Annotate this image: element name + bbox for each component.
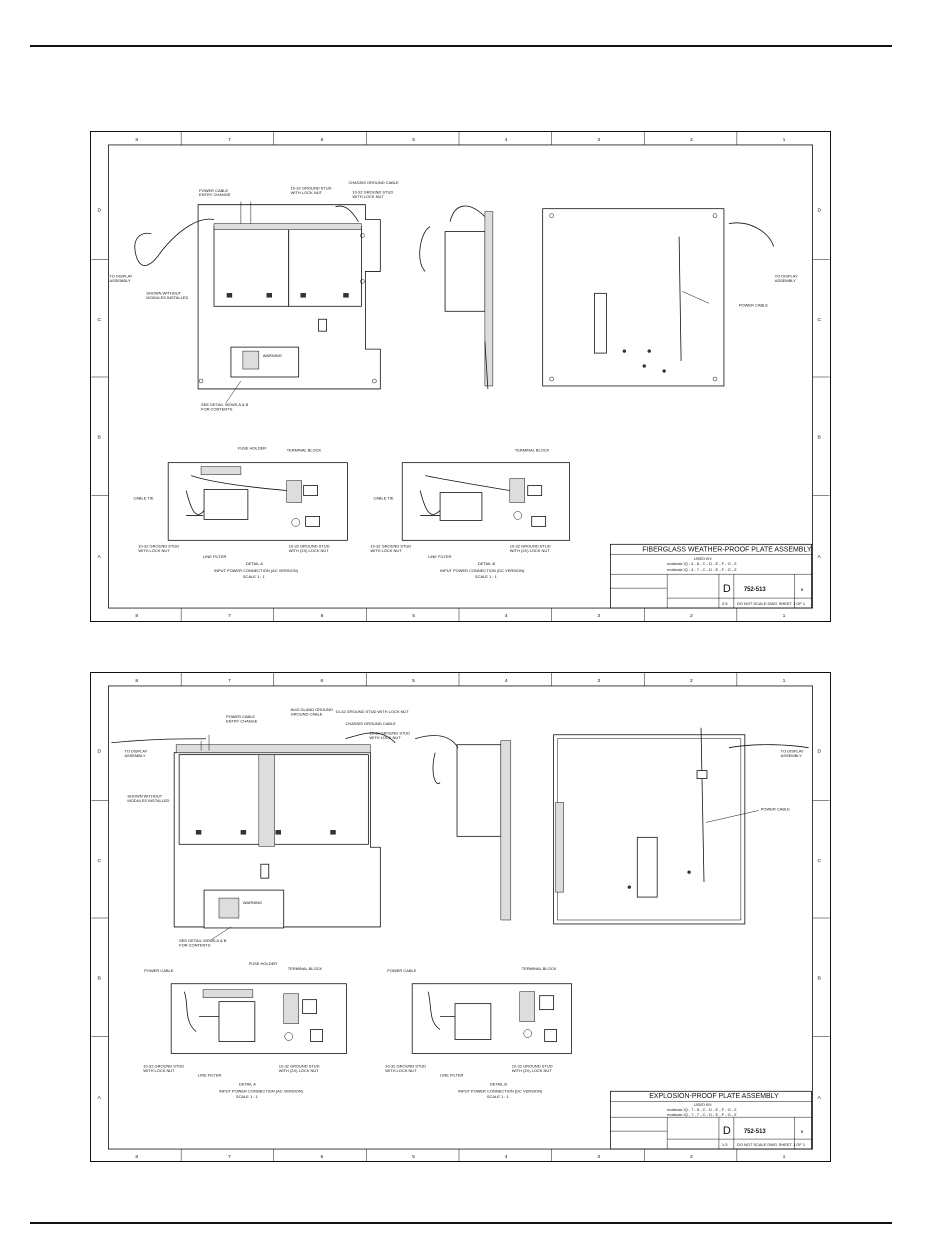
zone-labels-bottom	[135, 613, 785, 619]
label-terminal-block-a: TERMINAL BLOCK	[286, 447, 322, 453]
zone2-col-3: 3	[597, 678, 601, 684]
zone-col-7: 7	[227, 137, 231, 143]
zone-row-c-r: C	[817, 318, 822, 324]
label2-detail-a-scale: SCALE 1 : 1	[235, 1094, 258, 1100]
zone2-col-5-b: 5	[412, 1155, 415, 1161]
zone2-row-b: B	[97, 976, 101, 982]
zone-labels-bottom-2	[135, 1154, 785, 1160]
zone-row-b-r: B	[817, 435, 821, 441]
drawing-number-fiberglass: 752-513	[743, 587, 766, 594]
used-by-line2-explosion: moisture.IQ - 7 - 7 - C - D - E - F - G - Z	[667, 1112, 737, 1118]
inner-border	[108, 145, 812, 608]
label-to-display-left: TO DISPLAY ASSEMBLY	[109, 273, 133, 283]
label2-ground-stud-b: 10-32 GROUND STUD WITH LOCK NUT	[385, 1063, 427, 1073]
do-not-scale-explosion: DO NOT SCALE DWG	[736, 1142, 778, 1148]
detail-a-explosion	[171, 984, 346, 1054]
label2-terminal-block-a: TERMINAL BLOCK	[287, 965, 323, 971]
drawing-explosion-proof-svg	[91, 673, 830, 1161]
zone2-col-1-b: 1	[782, 1155, 786, 1161]
label-line-filter-b: LINE FILTER	[428, 554, 452, 560]
label-cable-tie-a: CABLE TIE	[133, 495, 154, 501]
zone-labels-top-2	[135, 678, 785, 684]
zone2-row-c: C	[97, 859, 102, 865]
title-fiberglass: FIBERGLASS WEATHER-PROOF PLATE ASSEMBLY	[642, 546, 812, 554]
label2-line-filter-b: LINE FILTER	[440, 1072, 464, 1078]
zone2-col-8-b: 8	[135, 1155, 139, 1161]
zone-row-a-r: A	[817, 555, 821, 561]
label-fuse-holder: FUSE HOLDER	[237, 445, 267, 451]
zone-col-1: 1	[782, 137, 786, 143]
detail-b-explosion	[412, 984, 571, 1054]
zone2-col-6: 6	[320, 678, 324, 684]
label-detail-b: DETAIL B	[477, 561, 496, 567]
label2-gland-ground: 8x10 GLAND GROUND GROUND CABLE	[290, 706, 333, 717]
zone2-row-b-r: B	[817, 976, 821, 982]
label2-terminal-block-b: TERMINAL BLOCK	[521, 965, 557, 971]
label-shown-without: SHOWN WITHOUT MODULES INSTALLED	[146, 290, 189, 300]
zone-col-3: 3	[597, 137, 601, 143]
label-detail-b-sub: INPUT POWER CONNECTION (DC VERSION)	[440, 568, 525, 574]
zone2-col-3-b: 3	[597, 1155, 601, 1161]
label-detail-b-scale: SCALE 1 : 1	[474, 574, 497, 580]
drawing-number-explosion: 752-513	[743, 1129, 766, 1136]
zone2-row-d-r: D	[817, 749, 822, 755]
zone-col-6: 6	[320, 137, 324, 143]
zone2-col-8: 8	[135, 678, 139, 684]
label2-power-cable-entry: POWER CABLE ENTRY CHANGE	[225, 713, 258, 724]
zone-col-4-b: 4	[504, 614, 508, 620]
zone2-col-7-b: 7	[227, 1155, 231, 1161]
label2-detail-a-sub: INPUT POWER CONNECTION (AC VERSION)	[218, 1088, 303, 1094]
zone-col-8-b: 8	[135, 614, 139, 620]
zone-col-4: 4	[504, 137, 508, 143]
rev-fiberglass: B	[800, 587, 804, 593]
label2-ground-stud-a: 10-32 GROUND STUD WITH LOCK NUT	[143, 1063, 185, 1073]
label-to-display-right: TO DISPLAY ASSEMBLY	[774, 273, 798, 283]
zone2-row-d: D	[97, 749, 102, 755]
label2-to-display-right: TO DISPLAY ASSEMBLY	[780, 748, 804, 759]
label2-to-display-left: TO DISPLAY ASSEMBLY	[124, 748, 148, 759]
label-cable-tie-b: CABLE TIE	[373, 495, 394, 501]
size-fiberglass: D	[722, 583, 731, 596]
label-ground-stud-a: 10-32 GROUND STUD WITH LOCK NUT	[138, 543, 180, 553]
label2-detail-b: DETAIL B	[489, 1081, 508, 1087]
zone2-col-7: 7	[227, 678, 231, 684]
drawing-sheet-fiberglass	[90, 131, 831, 622]
label-line-filter-a: LINE FILTER	[203, 554, 227, 560]
back-view-explosion	[554, 728, 809, 924]
do-not-scale-fiberglass: DO NOT SCALE DWG	[736, 601, 778, 607]
label2-ground-stud-2-b: 10-32 GROUND STUD WITH (2X) LOCK NUT	[511, 1063, 553, 1073]
zone-col-7-b: 7	[227, 614, 231, 620]
zone2-col-4-b: 4	[504, 1155, 508, 1161]
zone-col-3-b: 3	[597, 614, 601, 620]
zone2-col-2-b: 2	[690, 1155, 693, 1161]
label-ground-stud-2-a: 10-32 GROUND STUD WITH (2X) LOCK NUT	[288, 543, 330, 553]
label-detail-a-sub: INPUT POWER CONNECTION (AC VERSION)	[214, 568, 298, 574]
side-view-explosion	[415, 736, 511, 920]
back-view-plate	[543, 209, 774, 386]
zone-col-8: 8	[135, 137, 139, 143]
zone-col-2-b: 2	[690, 614, 693, 620]
drawing-sheet-explosion-proof	[90, 672, 831, 1162]
sheet-explosion: SHEET 1 OF 1	[778, 1142, 806, 1148]
detail-b-fiberglass	[402, 463, 569, 541]
used-by-line2-fiberglass: moisture.IQ - 4 - 7 - C - D - E - F - G - Z	[667, 567, 737, 573]
zone2-col-4: 4	[504, 678, 508, 684]
label-ground-stud-lock-nut-2: 10-32 GROUND STUD WITH LOCK NUT	[352, 189, 394, 200]
label-power-cable: POWER CABLE	[738, 302, 768, 308]
label-detail-a: DETAIL A	[245, 561, 263, 567]
zone2-col-6-b: 6	[320, 1155, 324, 1161]
zone-col-2: 2	[690, 137, 693, 143]
label2-power-cable-a: POWER CABLE	[144, 967, 174, 973]
zone-row-b: B	[97, 435, 101, 441]
label2-ground-stud-lock: 10-32 GROUND STUD WITH LOCK NUT	[335, 708, 409, 714]
label2-see-detail: SEE DETAIL VIEWS A & B FOR CONTENTS	[179, 937, 227, 948]
label2-detail-b-scale: SCALE 1 : 1	[486, 1094, 509, 1100]
top-rule	[30, 45, 892, 47]
label-ground-stud-lock-nut: 10-32 GROUND STUD WITH LOCK NUT	[290, 185, 332, 196]
zone-col-5: 5	[412, 137, 415, 143]
front-view-explosion	[111, 733, 395, 928]
label-detail-a-scale: SCALE 1 : 1	[242, 574, 265, 580]
label-chassis-ground-cable: CHASSIS GROUND CABLE	[348, 179, 399, 185]
used-by-explosion: USED BY:	[694, 1102, 713, 1108]
label-terminal-block-b: TERMINAL BLOCK	[514, 447, 550, 453]
used-by-fiberglass: USED BY:	[694, 556, 713, 562]
label2-power-cable: POWER CABLE	[760, 806, 790, 812]
zone2-row-a: A	[97, 1096, 101, 1102]
side-view	[420, 206, 493, 389]
used-by-line1-explosion: moisture.IQ - 7 - 6 - C - D - E - F - G - Z	[667, 1107, 737, 1113]
label2-chassis-ground: CHASSIS GROUND CABLE	[345, 720, 396, 726]
warning-label-1: WARNING	[262, 353, 282, 359]
label2-ground-stud-lock-2: 10-32 GROUND STUD WITH LOCK NUT	[369, 730, 411, 741]
zone-col-5-b: 5	[412, 614, 415, 620]
title-block-fiberglass	[610, 544, 811, 608]
label-ground-stud-b: 10-32 GROUND STUD WITH LOCK NUT	[370, 543, 412, 553]
used-by-line1-fiberglass: moisture.IQ - 4 - 6 - C - D - E - F - G - Z	[667, 561, 737, 567]
zone-row-d: D	[97, 208, 102, 214]
title-explosion: EXPLOSION-PROOF PLATE ASSEMBLY	[649, 1093, 779, 1101]
label2-fuse-holder: FUSE HOLDER	[248, 960, 278, 966]
drawing-fiberglass-svg	[91, 132, 830, 621]
label2-ground-stud-2-a: 10-32 GROUND STUD WITH (2X) LOCK NUT	[278, 1063, 320, 1073]
zone-labels-top	[135, 137, 785, 143]
zone2-col-5: 5	[412, 678, 415, 684]
rev-explosion: B	[800, 1129, 804, 1135]
zone2-col-2: 2	[690, 678, 693, 684]
label2-shown-without: SHOWN WITHOUT MODULES INSTALLED	[127, 793, 170, 803]
label-ground-stud-2-b: 10-32 GROUND STUD WITH (2X) LOCK NUT	[509, 543, 551, 553]
zone-row-d-r: D	[817, 208, 822, 214]
scale-explosion: 1:3	[721, 1142, 728, 1148]
size-explosion: D	[722, 1125, 731, 1138]
label2-detail-a: DETAIL A	[238, 1081, 256, 1087]
label2-line-filter-a: LINE FILTER	[198, 1072, 222, 1078]
label2-detail-b-sub: INPUT POWER CONNECTION (DC VERSION)	[458, 1088, 543, 1094]
zone2-col-1: 1	[782, 678, 786, 684]
warning-label-2: WARNING	[242, 900, 262, 906]
zone2-row-a-r: A	[817, 1096, 821, 1102]
sheet-fiberglass: SHEET 1 OF 1	[778, 601, 806, 607]
zone-row-a: A	[97, 555, 101, 561]
zone-col-6-b: 6	[320, 614, 324, 620]
label2-power-cable-b: POWER CABLE	[387, 967, 417, 973]
zone-row-c: C	[97, 318, 102, 324]
bottom-rule	[30, 1222, 892, 1224]
label-power-cable-entry: POWER CABLE ENTRY CHANGE	[199, 187, 231, 198]
detail-a-fiberglass	[168, 463, 347, 541]
label-see-detail: SEE DETAIL VIEWS A & B FOR CONTENTS	[201, 401, 249, 412]
scale-fiberglass: 2:3	[721, 601, 728, 607]
zone2-row-c-r: C	[817, 859, 822, 865]
zone-col-1-b: 1	[782, 614, 786, 620]
